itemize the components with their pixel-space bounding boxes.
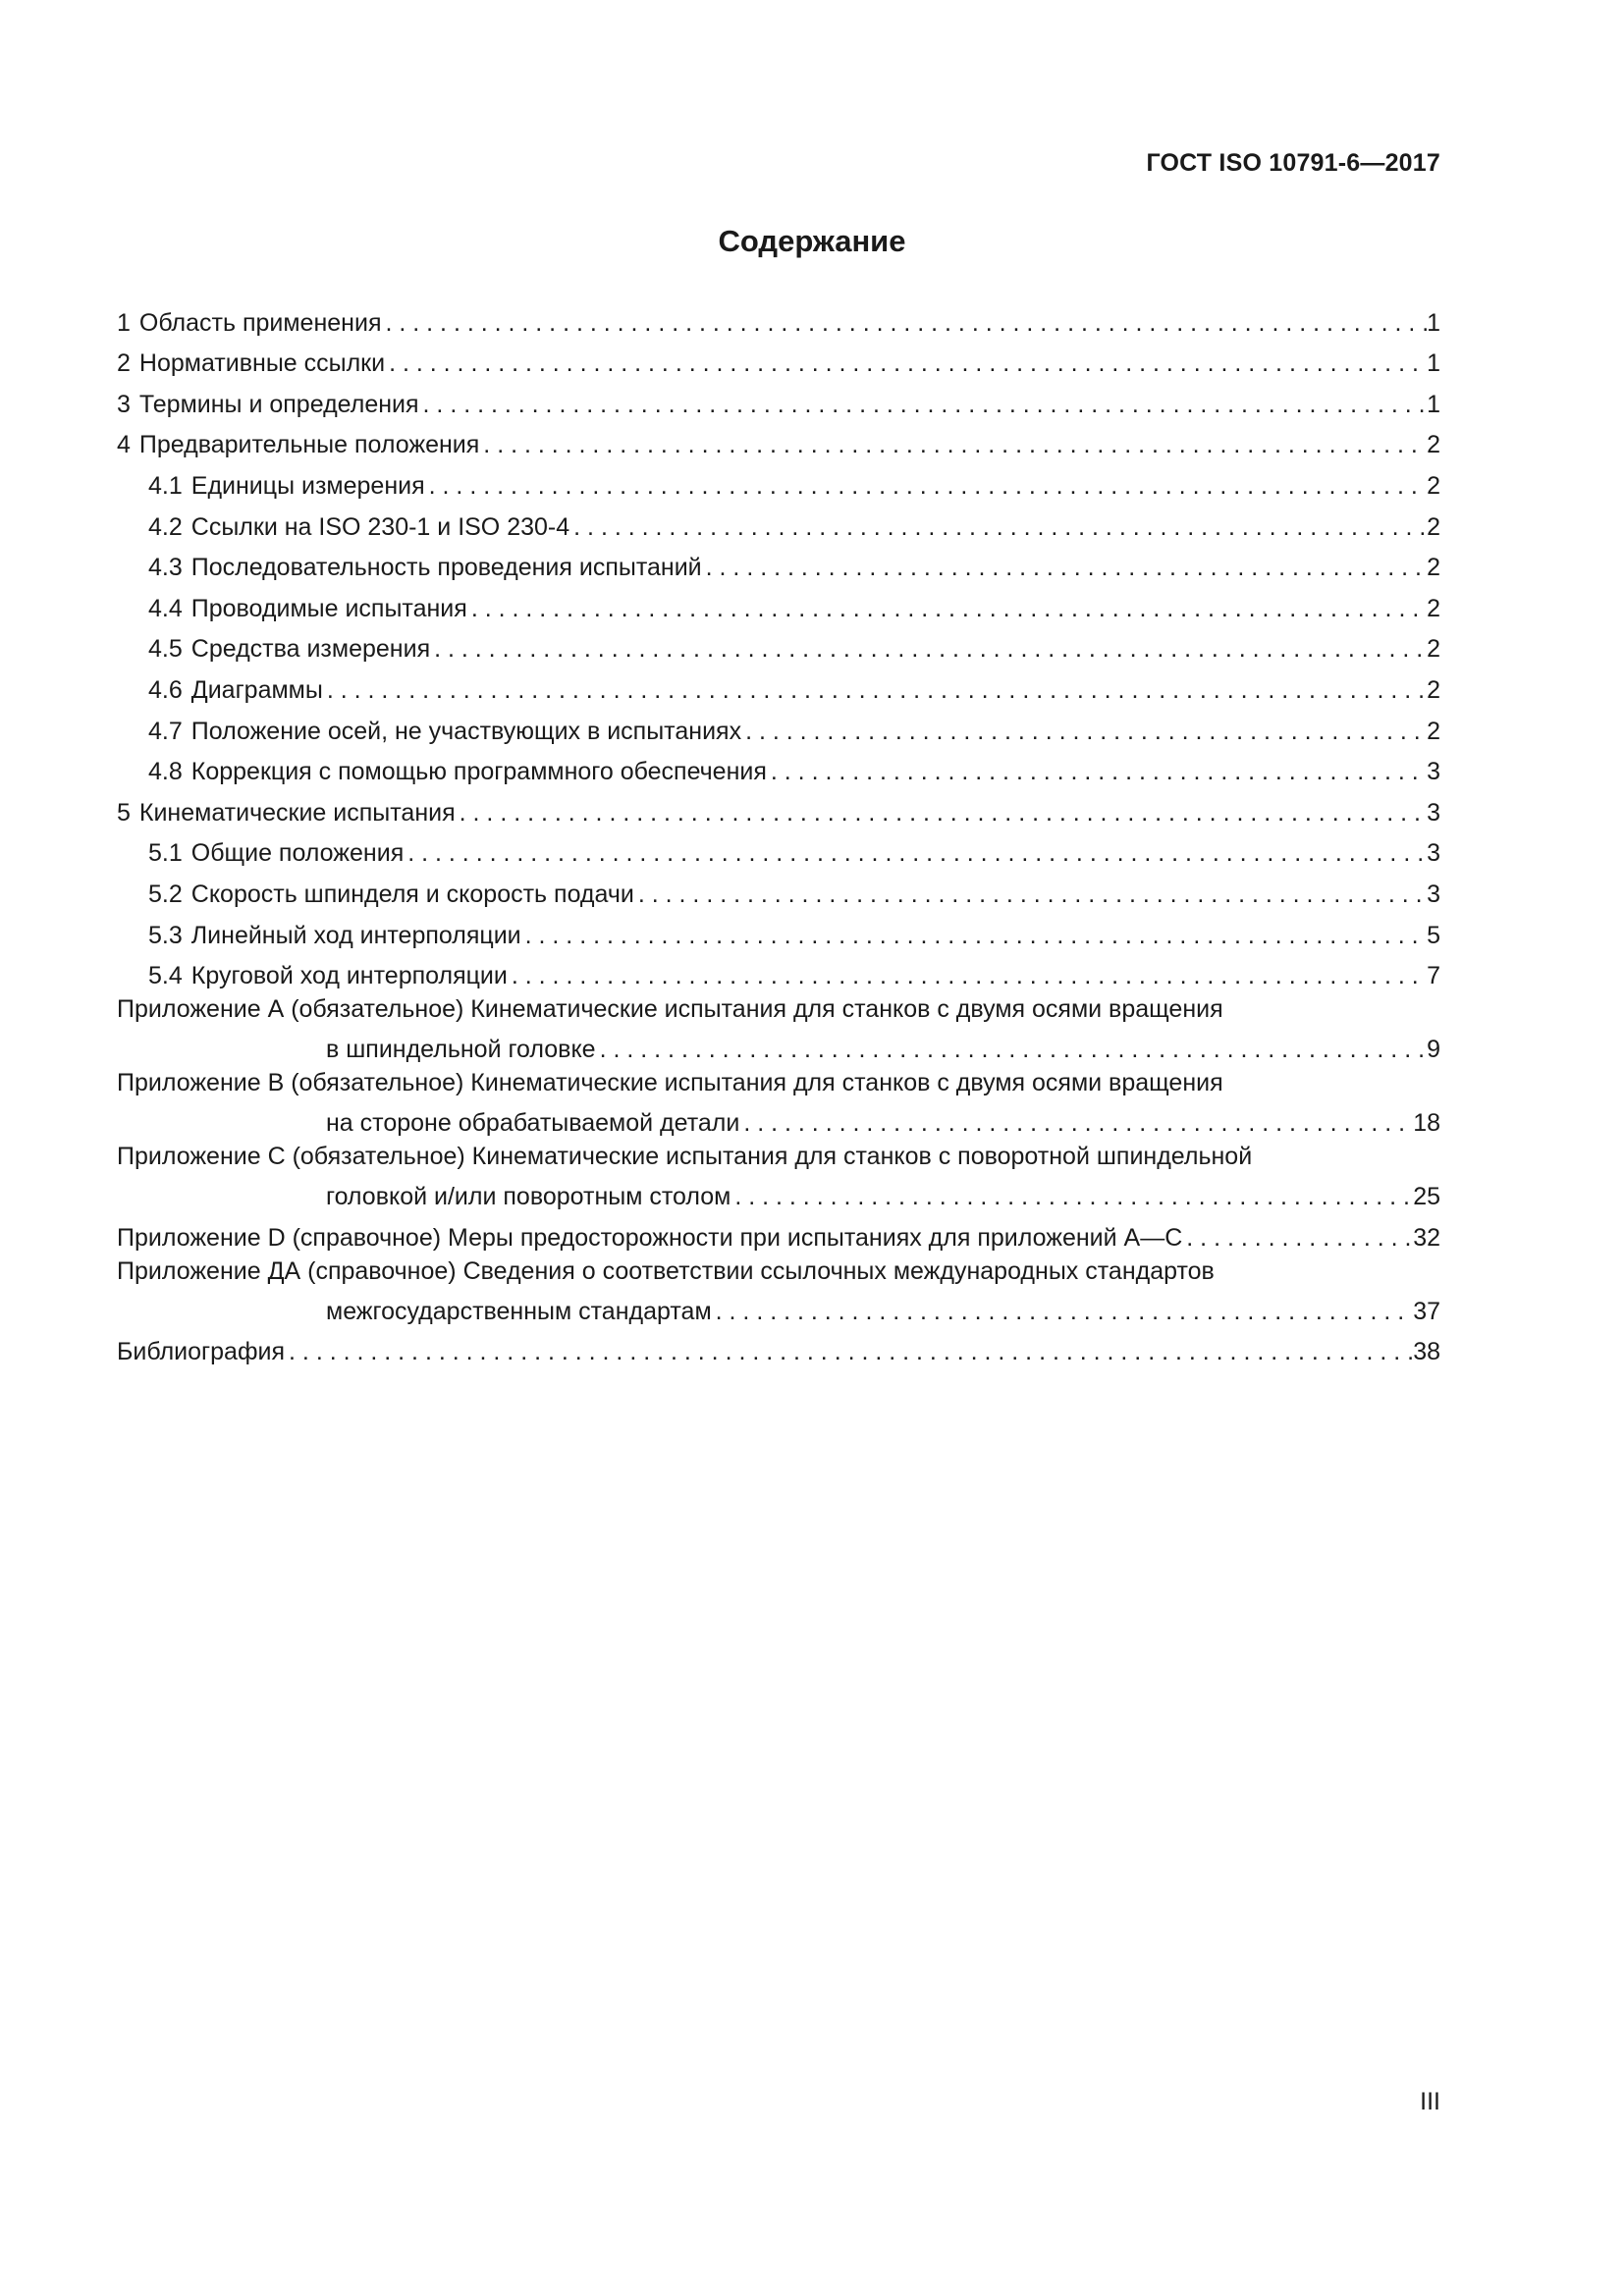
annex-title-cont: головкой и/или поворотным столом xyxy=(326,1183,731,1211)
toc-entry-label: Скорость шпинделя и скорость подачи xyxy=(190,880,634,908)
toc-entry-page: 1 xyxy=(1427,308,1440,337)
toc-annex-a[interactable] xyxy=(117,990,1440,1064)
toc-entry-page: 2 xyxy=(1427,717,1440,745)
toc-entry-label: Проводимые испытания xyxy=(190,594,467,622)
page-number: III xyxy=(1420,2088,1440,2115)
toc-entry-label: Единицы измерения xyxy=(190,471,425,500)
toc-entry-4-8[interactable]: 4.8 Коррекция с помощью программного обеспечения . . . 3 xyxy=(117,746,1440,787)
annex-title-cont: межгосударственным стандартам xyxy=(326,1297,712,1325)
toc-entry-label: Круговой ход интерполяции xyxy=(190,962,508,990)
toc-entry-3[interactable]: 3 Термины и определения . . . 1 xyxy=(117,378,1440,419)
toc-entry-page: 1 xyxy=(1427,349,1440,378)
annex-title: Приложение С (обязательное) Кинематические испытания для станков с поворотной шпиндельной xyxy=(117,1143,1253,1171)
toc-entry-page: 2 xyxy=(1427,635,1440,664)
toc-entry-5-2[interactable]: 5.2 Скорость шпинделя и скорость подачи . . . 3 xyxy=(117,868,1440,909)
toc-entry-page: 1 xyxy=(1427,390,1440,418)
toc-entry-page: 3 xyxy=(1427,880,1440,908)
toc-entry-5-1[interactable]: 5.1 Общие положения . . . 3 xyxy=(117,828,1440,869)
toc-entry-page: 3 xyxy=(1427,798,1440,827)
toc-entry-page: 3 xyxy=(1427,758,1440,786)
document-code: ГОСТ ISO 10791-6—2017 xyxy=(1146,149,1440,177)
table-of-contents xyxy=(117,296,1440,1366)
toc-entry-page: 2 xyxy=(1427,431,1440,459)
annex-title: Приложение ДА (справочное) Сведения о соответствии ссылочных международных стандартов xyxy=(117,1256,1215,1285)
toc-entry-page: 5 xyxy=(1427,921,1440,949)
toc-entry-page: 3 xyxy=(1427,839,1440,868)
toc-entry-label: Коррекция с помощью программного обеспечения xyxy=(190,758,767,786)
toc-entry-page: 25 xyxy=(1413,1183,1440,1211)
toc-entry-label: Ссылки на ISO 230-1 и ISO 230-4 xyxy=(190,512,570,541)
toc-entry-page: 18 xyxy=(1413,1109,1440,1138)
toc-entry-page: 38 xyxy=(1413,1338,1440,1366)
toc-entry-label: Нормативные ссылки xyxy=(138,349,386,378)
toc-entry-page: 2 xyxy=(1427,471,1440,500)
annex-title-cont: на стороне обрабатываемой детали xyxy=(326,1109,740,1138)
toc-entry-page: 2 xyxy=(1427,512,1440,541)
toc-annex-b[interactable] xyxy=(117,1064,1440,1138)
toc-entry-label: Термины и определения xyxy=(138,390,419,418)
toc-bibliography[interactable] xyxy=(117,1326,1440,1367)
toc-entry-4-2[interactable]: 4.2 Ссылки на ISO 230-1 и ISO 230-4 . . . 2 xyxy=(117,501,1440,542)
toc-entry-label: Область применения xyxy=(138,308,382,337)
toc-entry-page: 32 xyxy=(1413,1223,1440,1252)
toc-entry-label: Общие положения xyxy=(190,839,405,868)
annex-title: Приложение D (справочное) Меры предосторожности при испытаниях для приложений А—С xyxy=(117,1223,1183,1252)
toc-entry-label: Средства измерения xyxy=(190,635,431,664)
toc-annex-c[interactable] xyxy=(117,1138,1440,1211)
toc-entry-2[interactable]: 2 Нормативные ссылки . . . 1 xyxy=(117,338,1440,379)
toc-entry-5[interactable]: 5 Кинематические испытания . . . 3 xyxy=(117,786,1440,828)
toc-entry-4-7[interactable]: 4.7 Положение осей, не участвующих в испытаниях . . . 2 xyxy=(117,705,1440,746)
toc-entry-4-5[interactable]: 4.5 Средства измерения . . . 2 xyxy=(117,623,1440,665)
toc-annex-d[interactable] xyxy=(117,1211,1440,1253)
toc-entry-label: Последовательность проведения испытаний xyxy=(190,554,702,582)
toc-entry-5-4[interactable]: 5.4 Круговой ход интерполяции . . . 7 xyxy=(117,950,1440,991)
toc-entry-5-3[interactable]: 5.3 Линейный ход интерполяции . . . 5 xyxy=(117,909,1440,950)
toc-entry-label: Предварительные положения xyxy=(138,431,480,459)
toc-entry-1[interactable]: 1 Область применения . . . 1 xyxy=(117,296,1440,338)
annex-title: Приложение А (обязательное) Кинематические испытания для станков с двумя осями вращения xyxy=(117,995,1223,1024)
toc-entry-label: Кинематические испытания xyxy=(138,798,456,827)
toc-entry-4-1[interactable]: 4.1 Единицы измерения . . . 2 xyxy=(117,459,1440,501)
bibliography-label: Библиография xyxy=(117,1338,286,1366)
toc-entry-4-3[interactable]: 4.3 Последовательность проведения испытаний . . . 2 xyxy=(117,542,1440,583)
toc-entry-label: Диаграммы xyxy=(190,675,323,704)
toc-annex-da[interactable] xyxy=(117,1253,1440,1326)
toc-title: Содержание xyxy=(718,224,906,258)
toc-entry-label: Линейный ход интерполяции xyxy=(190,921,521,949)
toc-entry-page: 2 xyxy=(1427,554,1440,582)
toc-entry-4[interactable]: 4 Предварительные положения . . . 2 xyxy=(117,419,1440,460)
toc-entry-4-6[interactable]: 4.6 Диаграммы . . . 2 xyxy=(117,664,1440,705)
toc-entry-page: 2 xyxy=(1427,675,1440,704)
annex-title: Приложение В (обязательное) Кинематические испытания для станков с двумя осями вращения xyxy=(117,1069,1223,1097)
toc-entry-page: 9 xyxy=(1427,1036,1440,1064)
toc-entry-page: 2 xyxy=(1427,594,1440,622)
toc-entry-page: 37 xyxy=(1413,1297,1440,1325)
toc-entry-label: Положение осей, не участвующих в испытаниях xyxy=(190,717,742,745)
toc-entry-4-4[interactable]: 4.4 Проводимые испытания . . . 2 xyxy=(117,582,1440,623)
toc-entry-page: 7 xyxy=(1427,962,1440,990)
annex-title-cont: в шпиндельной головке xyxy=(326,1036,596,1064)
